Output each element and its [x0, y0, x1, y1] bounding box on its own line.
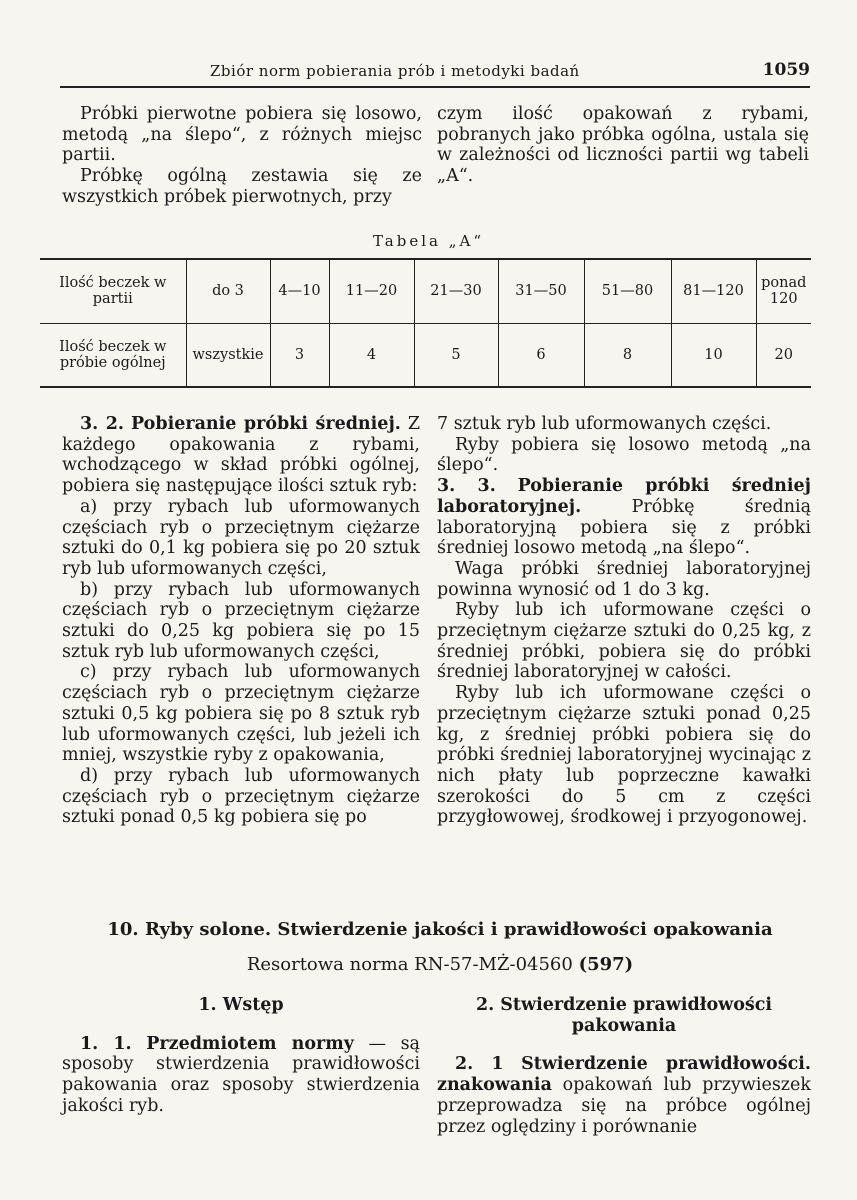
paragraph-text: — są sposoby stwierdzenia prawidłowości pakowania oraz sposoby stwierdzenia jakości ryb. [62, 1033, 420, 1116]
intro-right-column [437, 104, 809, 187]
table-cell: 10 [671, 323, 756, 387]
paragraph: Próbkę ogólną zestawia się ze wszystkich próbek pierwotnych, przy [62, 166, 422, 207]
body-right-column [437, 414, 811, 828]
row-header: Ilość beczek w próbie ogólnej [40, 323, 186, 387]
subsection-title: 1. Wstęp [198, 995, 284, 1015]
table-cell: wszystkie [186, 323, 270, 387]
intro-left-column [62, 104, 422, 208]
table-cell: 8 [584, 323, 671, 387]
section-10-left-column [62, 995, 420, 1117]
body-left-column [62, 414, 420, 828]
table-cell: 4 [329, 323, 414, 387]
lead-text: Przedmiotem normy [146, 1033, 354, 1054]
section-title: Pobieranie próbki średniej. [130, 414, 401, 434]
row-header: Ilość beczek w partii [40, 259, 186, 323]
section-number: 3. 3. [437, 476, 496, 497]
list-item: b) przy rybach lub uformowanych częściach ryb o przeciętnym ciężarze sztuki do 0,25 kg pobiera się po 15 sztuk ryb lub uformowanych części, [62, 579, 420, 662]
list-item: a) przy rybach lub uformowanych częściach ryb o przeciętnym ciężarze sztuki do 0,1 kg pobiera się po 20 sztuk ryb lub uformowanych części, [62, 496, 420, 579]
paragraph-text: Z każdego opakowania z rybami, wchodzącego w skład próbki ogólnej, pobiera się następujące ilości sztuk ryb: [62, 414, 420, 497]
section-heading: 10. Ryby solone. Stwierdzenie jakości i prawidłowości opakowania [107, 919, 773, 940]
table-cell: ponad 120 [756, 259, 811, 323]
table-cell: 3 [270, 323, 329, 387]
lead-text: Stwierdzenie prawidłowości. znakowania [437, 1054, 811, 1096]
table-cell: 5 [414, 323, 498, 387]
table-row [40, 259, 811, 323]
norm-number: Resortowa norma RN-57-MŻ-04560 [246, 954, 573, 975]
paragraph: Ryby pobiera się losowo metodą „na ślepo“. [437, 434, 811, 476]
paragraph: 7 sztuk ryb lub uformowanych części. [437, 414, 772, 434]
paragraph: czym ilość opakowań z rybami, pobranych jako próbka ogólna, ustala się w zależności od liczności partii wg tabeli „A“. [437, 104, 809, 187]
paragraph: Ryby lub ich uformowane części o przeciętnym ciężarze sztuki ponad 0,25 kg, z średniej próbki pobiera się do próbki średniej laboratoryjnej wycinając z nich płaty lub poprzeczne kawałki szerokości do 5 cm z części przygłowowej, środkowej i przyogonowej. [437, 683, 811, 828]
list-item: c) przy rybach lub uformowanych częściach ryb o przeciętnym ciężarze sztuki 0,5 kg pobiera się po 8 sztuk ryb lub uformowanych części, lub jeżeli ich mniej, wszystkie ryby z opakowania, [62, 662, 420, 766]
paragraph-text: opakowań lub przywieszek przeprowadza się na próbce ogólnej przez oględziny i porównanie [437, 1075, 811, 1137]
paragraph: Waga próbki średniej laboratoryjnej powinna wynosić od 1 do 3 kg. [437, 558, 811, 600]
paragraph [62, 1034, 420, 1117]
table-cell: 81—120 [671, 259, 756, 323]
section-number: 2. 1 [455, 1054, 504, 1075]
paragraph [62, 414, 420, 497]
list-item: d) przy rybach lub uformowanych częściach ryb o przeciętnym ciężarze sztuki ponad 0,5 kg pobiera się po [62, 765, 420, 828]
running-header [60, 58, 810, 88]
section-10-right-column [437, 995, 811, 1137]
table-row [40, 323, 811, 387]
table-cell: 31—50 [498, 259, 584, 323]
table-cell: 6 [498, 323, 584, 387]
norm-code: (597) [578, 954, 634, 975]
section-title: Pobieranie próbki średniej laboratoryjnej. [437, 476, 811, 517]
subsection-title: 2. Stwierdzenie prawidłowości pakowania [475, 995, 773, 1036]
table-caption: Tabela „A“ [372, 232, 485, 250]
paragraph: Próbki pierwotne pobiera się losowo, metodą „na ślepo“, z różnych miejsc partii. [62, 104, 422, 166]
table-a [40, 258, 811, 388]
norm-reference [60, 954, 820, 975]
paragraph [437, 476, 811, 559]
paragraph [437, 1054, 811, 1137]
table-cell: 4—10 [270, 259, 329, 323]
table-cell: do 3 [186, 259, 270, 323]
table-cell: 11—20 [329, 259, 414, 323]
paragraph-text: Próbkę średnią laboratoryjną pobiera się z próbki średniej losowo metodą „na ślepo“. [437, 496, 811, 559]
table-cell: 21—30 [414, 259, 498, 323]
section-number: 1. 1. [80, 1033, 132, 1054]
section-number: 3. 2. [80, 414, 125, 434]
header-title: Zbiór norm pobierania prób i metodyki badań [210, 62, 580, 80]
page-number: 1059 [762, 60, 810, 80]
paragraph: Ryby lub ich uformowane części o przeciętnym ciężarze sztuki do 0,25 kg, z średniej próbki, pobiera się do próbki średniej laboratoryjnej w całości. [437, 600, 811, 683]
table-cell: 20 [756, 323, 811, 387]
table-cell: 51—80 [584, 259, 671, 323]
